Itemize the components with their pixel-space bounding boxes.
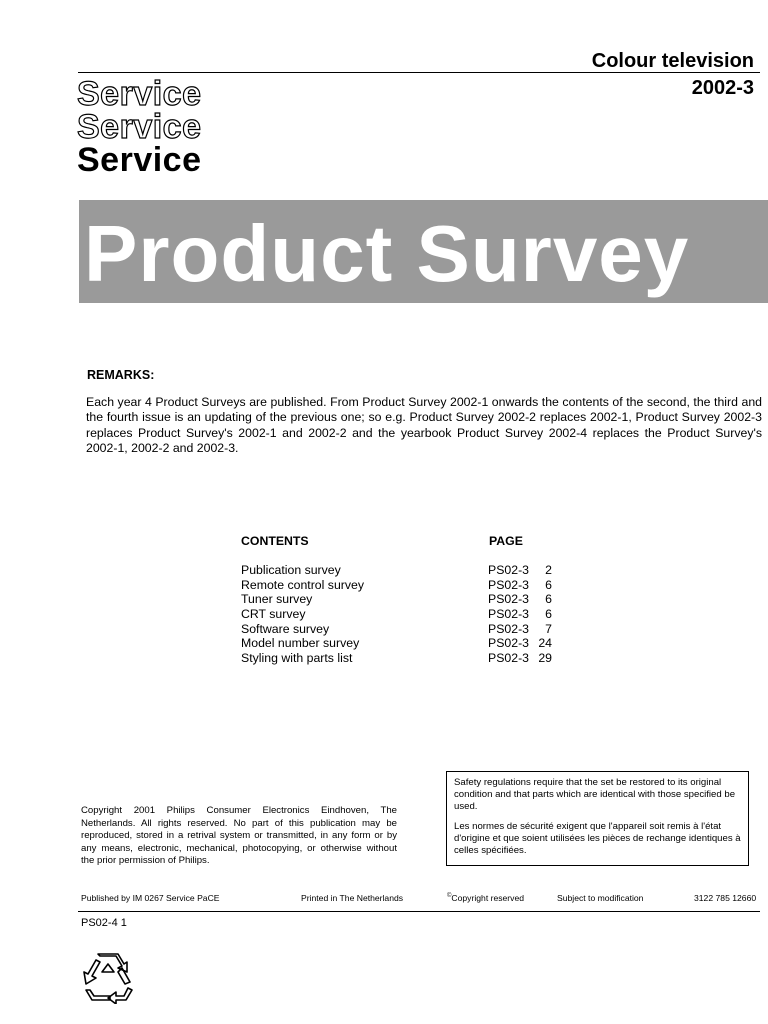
contents-page: 24 [538,636,552,651]
contents-ref: PS02-3 [488,592,530,607]
contents-heading: CONTENTS [241,534,309,548]
contents-ref: PS02-3 [488,651,530,666]
footer-copyright [447,893,524,903]
title-banner [79,200,768,303]
contents-row [241,578,561,593]
contents-ref: PS02-3 [488,607,530,622]
service-logo-line-2: Service [77,108,202,146]
contents-label: Styling with parts list [241,651,353,666]
remarks-heading: REMARKS: [87,368,155,382]
contents-row [241,607,561,622]
service-logo-line-3: Service [77,141,202,179]
safety-notice-french: Les normes de sécurité exigent que l'appareil soit remis à l'état d'origine et que soient utilisées les pièces de rechange identiques à celles spécifiées. [454,820,741,857]
contents-row [241,622,561,637]
contents-ref: PS02-3 [488,621,530,636]
safety-notice-box [446,771,749,866]
contents-ref: PS02-3 [488,563,530,577]
banner-title: Product Survey [84,209,690,298]
footer-subject: Subject to modification [557,893,644,903]
footer-published: Published by IM 0267 Service PaCE [81,893,220,903]
contents-ref: PS02-3 [488,636,530,651]
copyright-notice: Copyright 2001 Philips Consumer Electronics Eindhoven, The Netherlands. All rights reserved. No part of this publication may be reproduced, stored in a retrival system or transmitted, in any form or by any means, electronic, mechanical, photocopying, or otherwise without the prior permission of Philips. [81,805,397,866]
contents-label: Tuner survey [241,592,313,607]
remarks-text: Each year 4 Product Surveys are published. From Product Survey 2002-1 onwards the contents of the second, the third and the fourth issue is an updating of the previous one; so e.g. Product Survey 2002-2 replaces 2002-1, Product Survey 2002-3 replaces Product Survey's 2002-1 and 2002-2 and the yearbook Product Survey 2002-4 replaces the Product Survey's 2002-1, 2002-2 and 2002-3. [86,395,762,455]
footer-copyright-label: Copyright reserved [451,893,525,903]
contents-row [241,592,561,607]
footer-printed: Printed in The Netherlands [301,893,404,903]
copyright-symbol: © [447,893,452,900]
contents-page: 6 [545,592,552,607]
footer-rule [78,911,760,912]
contents-page: 2 [545,563,552,577]
contents-ref: PS02-3 [488,577,530,592]
contents-page: 7 [545,621,552,636]
contents-label: CRT survey [241,607,306,622]
page-identifier: PS02-4 1 [81,917,127,929]
contents-row [241,563,561,578]
document-issue: 2002-3 [691,77,754,99]
contents-list [241,563,561,666]
page-heading: PAGE [489,534,523,548]
footer-code: 3122 785 12660 [694,893,757,903]
contents-page: 6 [545,577,552,592]
safety-notice-english: Safety regulations require that the set be restored to its original condition and that parts which are identical with those specified be used. [454,777,736,813]
contents-label: Software survey [241,621,330,636]
document-type: Colour television [591,50,754,72]
service-logo-line-1: Service [77,75,202,113]
recycle-icon [80,952,136,1004]
contents-page: 6 [545,607,552,622]
contents-label: Remote control survey [241,577,365,592]
contents-label: Publication survey [241,563,341,577]
contents-row [241,636,561,651]
contents-page: 29 [538,651,552,666]
contents-label: Model number survey [241,636,360,651]
contents-row [241,651,561,666]
